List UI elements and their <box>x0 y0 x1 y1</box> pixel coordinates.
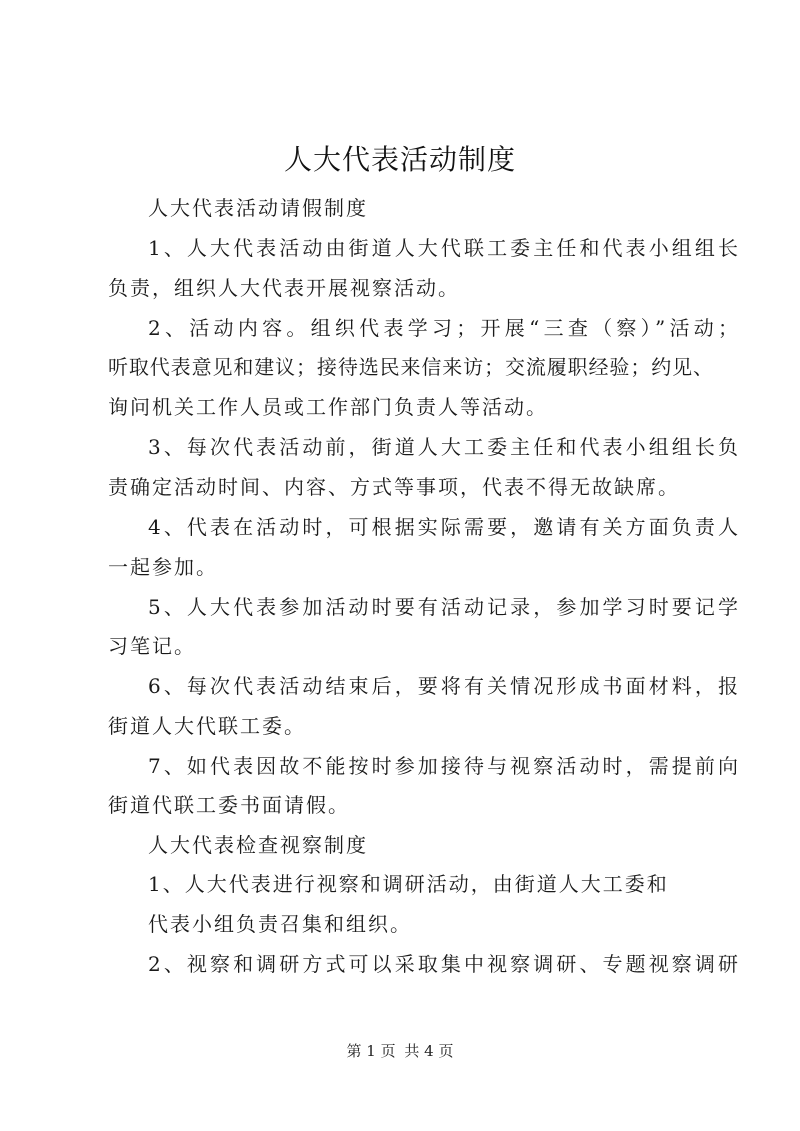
paragraph-line: 询问机关工作人员或工作部门负责人等活动。 <box>108 395 548 419</box>
paragraph-line: 2、视察和调研方式可以采取集中视察调研、专题视察调研 <box>148 952 738 976</box>
paragraph-line: 5、人大代表参加活动时要有活动记录，参加学习时要记学 <box>148 595 738 619</box>
paragraph-line: 习笔记。 <box>108 634 196 658</box>
paragraph-line: 6、每次代表活动结束后，要将有关情况形成书面材料，报 <box>148 674 738 698</box>
paragraph-line: 1、人大代表进行视察和调研活动，由街道人大工委和 <box>148 872 669 896</box>
page-total: 共 4 页 <box>404 1042 454 1060</box>
page-title: 人大代表活动制度 <box>283 143 516 176</box>
paragraph-line: 7、如代表因故不能按时参加接待与视察活动时，需提前向 <box>148 754 738 778</box>
paragraph-line: 4、代表在活动时，可根据实际需要，邀请有关方面负责人 <box>148 515 738 539</box>
section-heading-leave: 人大代表活动请假制度 <box>148 196 368 220</box>
paragraph-line: 责确定活动时间、内容、方式等事项，代表不得无故缺席。 <box>108 475 680 499</box>
paragraph-line: 街道人大代联工委。 <box>108 714 306 738</box>
paragraph-line: 街道代联工委书面请假。 <box>108 793 350 817</box>
paragraph-line: 听取代表意见和建议；接待选民来信来访；交流履职经验；约见、 <box>108 355 713 379</box>
paragraph-line: 2、活动内容。组织代表学习；开展“三查（察）”活动； <box>148 316 738 340</box>
page-number: 第 1 页 <box>346 1042 396 1060</box>
section-heading-inspection: 人大代表检查视察制度 <box>148 833 368 857</box>
paragraph-line: 一起参加。 <box>108 555 218 579</box>
page-footer <box>0 1040 800 1062</box>
paragraph-line: 代表小组负责召集和组织。 <box>148 912 412 936</box>
paragraph-line: 负责，组织人大代表开展视察活动。 <box>108 276 460 300</box>
paragraph-line: 3、每次代表活动前，街道人大工委主任和代表小组组长负 <box>148 435 738 459</box>
paragraph-line: 1、人大代表活动由街道人大代联工委主任和代表小组组长 <box>148 236 738 260</box>
